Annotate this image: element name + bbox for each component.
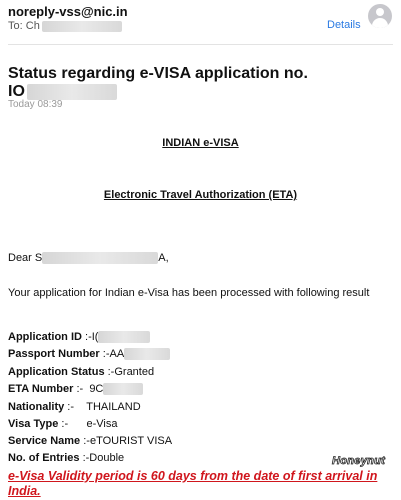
header-divider bbox=[8, 44, 393, 45]
field-application-id bbox=[8, 331, 150, 343]
redacted-value bbox=[103, 383, 143, 395]
field-label: Application ID bbox=[8, 331, 82, 343]
redacted-application-number bbox=[27, 84, 117, 100]
field-value: 9C bbox=[89, 383, 104, 395]
field-separator: :- bbox=[73, 383, 84, 395]
visa-heading: INDIAN e-VISA bbox=[162, 137, 239, 149]
field-visa-type bbox=[8, 418, 117, 430]
field-value: e-Visa bbox=[86, 418, 118, 430]
field-value: Double bbox=[89, 452, 125, 464]
field-label: No. of Entries bbox=[8, 452, 80, 464]
application-number-prefix: IO bbox=[8, 83, 25, 100]
field-separator: :- bbox=[79, 452, 90, 464]
field-separator: :- bbox=[81, 331, 92, 343]
redacted-name bbox=[42, 252, 158, 264]
field-no-of-entries bbox=[8, 452, 124, 464]
field-separator: :- bbox=[58, 418, 69, 430]
field-separator: :- bbox=[64, 401, 75, 413]
field-nationality bbox=[8, 401, 141, 413]
email-date: Today 08:39 bbox=[8, 99, 63, 110]
field-value: Granted bbox=[114, 366, 155, 378]
field-label: Visa Type bbox=[8, 418, 59, 430]
field-service-name bbox=[8, 435, 172, 447]
eta-heading: Electronic Travel Authorization (ETA) bbox=[103, 189, 298, 201]
field-label: Nationality bbox=[8, 401, 65, 413]
redacted-value bbox=[98, 331, 150, 343]
result-message: Your application for Indian e-Visa has been processed with following result bbox=[8, 287, 370, 299]
field-application-status bbox=[8, 366, 154, 378]
validity-note: e-Visa Validity period is 60 days from the date of first arrival in India. bbox=[8, 469, 378, 498]
redacted-value bbox=[124, 348, 170, 360]
details-link[interactable]: Details bbox=[327, 19, 361, 31]
field-separator: :- bbox=[104, 366, 115, 378]
recipient-row bbox=[8, 20, 122, 32]
redacted-recipient bbox=[42, 21, 122, 32]
greeting-start: Dear S bbox=[8, 252, 43, 264]
field-value: THAILAND bbox=[86, 401, 141, 413]
greeting-end: A, bbox=[158, 252, 169, 264]
field-value: I( bbox=[91, 331, 99, 343]
field-value: eTOURIST VISA bbox=[89, 435, 173, 447]
field-label: ETA Number bbox=[8, 383, 74, 395]
sender-address: noreply-vss@nic.in bbox=[8, 4, 128, 19]
field-separator: :- bbox=[99, 348, 110, 360]
greeting bbox=[8, 252, 169, 264]
field-value: AA bbox=[109, 348, 125, 360]
avatar-head bbox=[376, 8, 384, 16]
email-subject: Status regarding e-VISA application no. bbox=[8, 65, 308, 82]
field-eta-number bbox=[8, 383, 143, 395]
person-avatar-icon[interactable] bbox=[368, 4, 392, 28]
to-label: To: bbox=[8, 20, 23, 32]
field-label: Service Name bbox=[8, 435, 81, 447]
field-separator: :- bbox=[80, 435, 90, 447]
watermark-logo: Honeynut bbox=[332, 455, 386, 467]
field-passport-number bbox=[8, 348, 170, 360]
recipient-name: Ch bbox=[25, 20, 40, 32]
avatar-body bbox=[372, 18, 388, 28]
field-label: Application Status bbox=[8, 366, 105, 378]
field-label: Passport Number bbox=[8, 348, 100, 360]
